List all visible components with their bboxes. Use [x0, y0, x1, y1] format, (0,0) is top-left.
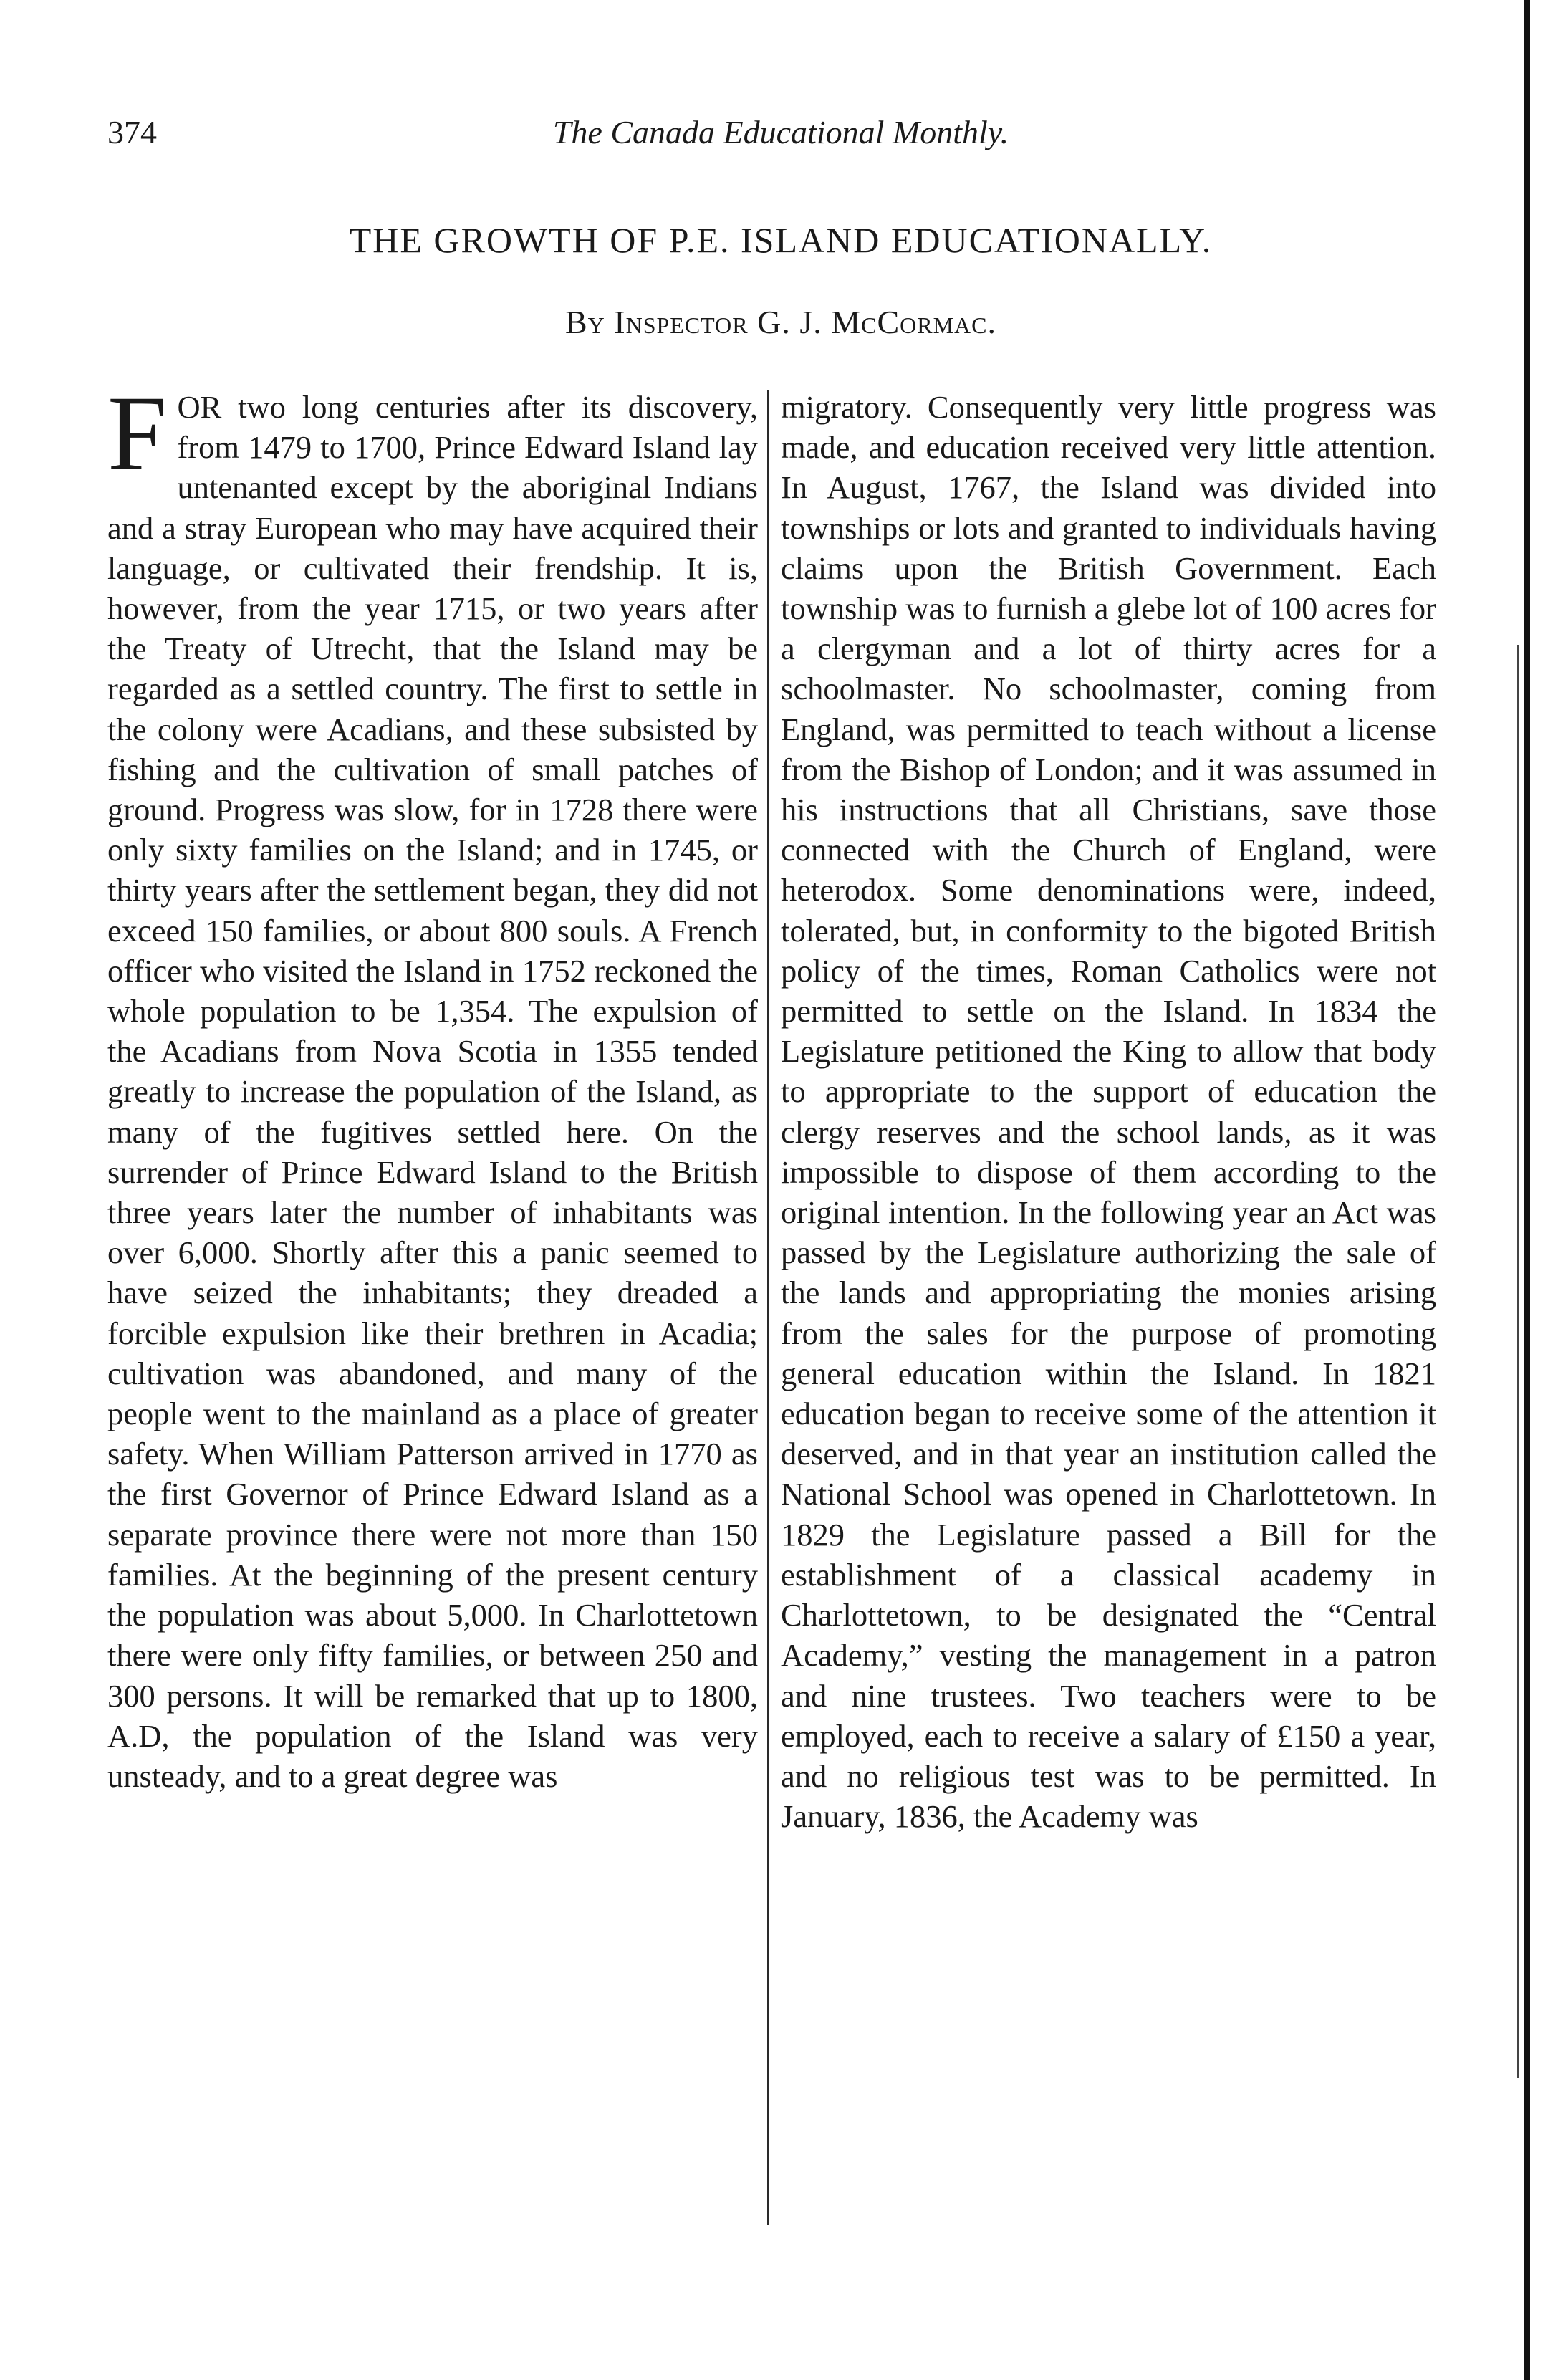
right-column-paragraph: [781, 387, 1436, 1836]
left-column-text: OR two long centuries after its discovery, from 1479 to 1700, Prince Edward Island lay untenanted except by the aboriginal Indians and a stray European who may have acquired their language, or cultivated their frendship. It is, however, from the year 1715, or two years after the Treaty of Utrecht, that the Island may be regarded as a settled country. The first to settle in the colony were Acadians, and these subsisted by fishing and the cultivation of small patches of ground. Progress was slow, for in 1728 there were only sixty families on the Island; and in 1745, or thirty years after the settlement began, they did not exceed 150 families, or about 800 souls. A French officer who visited the Island in 1752 reckoned the whole population to be 1,354. The expulsion of the Acadians from Nova Scotia in 1355 tended greatly to increase the population of the Island, as many of the fugitives settled here. On the surrender of Prince Edward Island to the British three years later the number of inhabitants was over 6,000. Shortly after this a panic seemed to have seized the inhabitants; they dreaded a forcible expulsion like their brethren in Acadia; cultivation was abandoned, and many of the people went to the mainland as a place of greater safety. When William Patterson arrived in 1770 as the first Governor of Prince Edward Island as a separate province there were not more than 150 families. At the beginning of the present century the population was about 5,000. In Charlottetown there were only fifty families, or between 250 and 300 persons. It will be remarked that up to 1800, A.D, the population of the Island was very unsteady, and to a great degree was: [107, 389, 758, 1794]
page-header: [107, 104, 1454, 161]
column-divider: [767, 390, 769, 2225]
page-edge-bar: [1524, 0, 1530, 2380]
running-title: The Canada Educational Monthly.: [552, 114, 1009, 150]
drop-cap: F: [107, 387, 168, 493]
right-column: [781, 387, 1436, 2293]
left-column: [107, 387, 758, 2293]
article-title: THE GROWTH OF P.E. ISLAND EDUCATIONALLY.: [349, 220, 1213, 260]
page-edge-line: [1517, 645, 1519, 2078]
page-number: 374: [107, 114, 157, 150]
right-column-text: migratory. Consequently very little progress was made, and education received very little attention. In August, 1767, the Island was divided into townships or lots and granted to individuals having claims upon the British Government. Each township was to furnish a glebe lot of 100 acres for a clergyman and a lot of thirty acres for a schoolmaster. No schoolmaster, coming from England, was permitted to teach without a license from the Bishop of London; and it was assumed in his instructions that all Christians, save those connected with the Church of England, were heterodox. Some denominations were, indeed, tolerated, but, in conformity to the bigoted British policy of the times, Roman Catholics were not permitted to settle on the Island. In 1834 the Legislature petitioned the King to allow that body to appropriate to the support of education the clergy reserves and the school lands, as it was impossible to dispose of them according to the original intention. In the following year an Act was passed by the Legislature authorizing the sale of the lands and appropriating the monies arising from the sales for the purpose of promoting general education within the Island. In 1821 education began to receive some of the attention it deserved, and in that year an institution called the National School was opened in Charlottetown. In 1829 the Legislature passed a Bill for the establishment of a classical academy in Charlottetown, to be designated the “Central Academy,” vesting the management in a patron and nine trustees. Two teachers were to be employed, each to receive a salary of £150 a year, and no religious test was to be permitted. In January, 1836, the Academy was: [781, 389, 1436, 1835]
left-column-paragraph: [107, 387, 758, 1796]
article-byline: By Inspector G. J. McCormac.: [564, 304, 997, 340]
